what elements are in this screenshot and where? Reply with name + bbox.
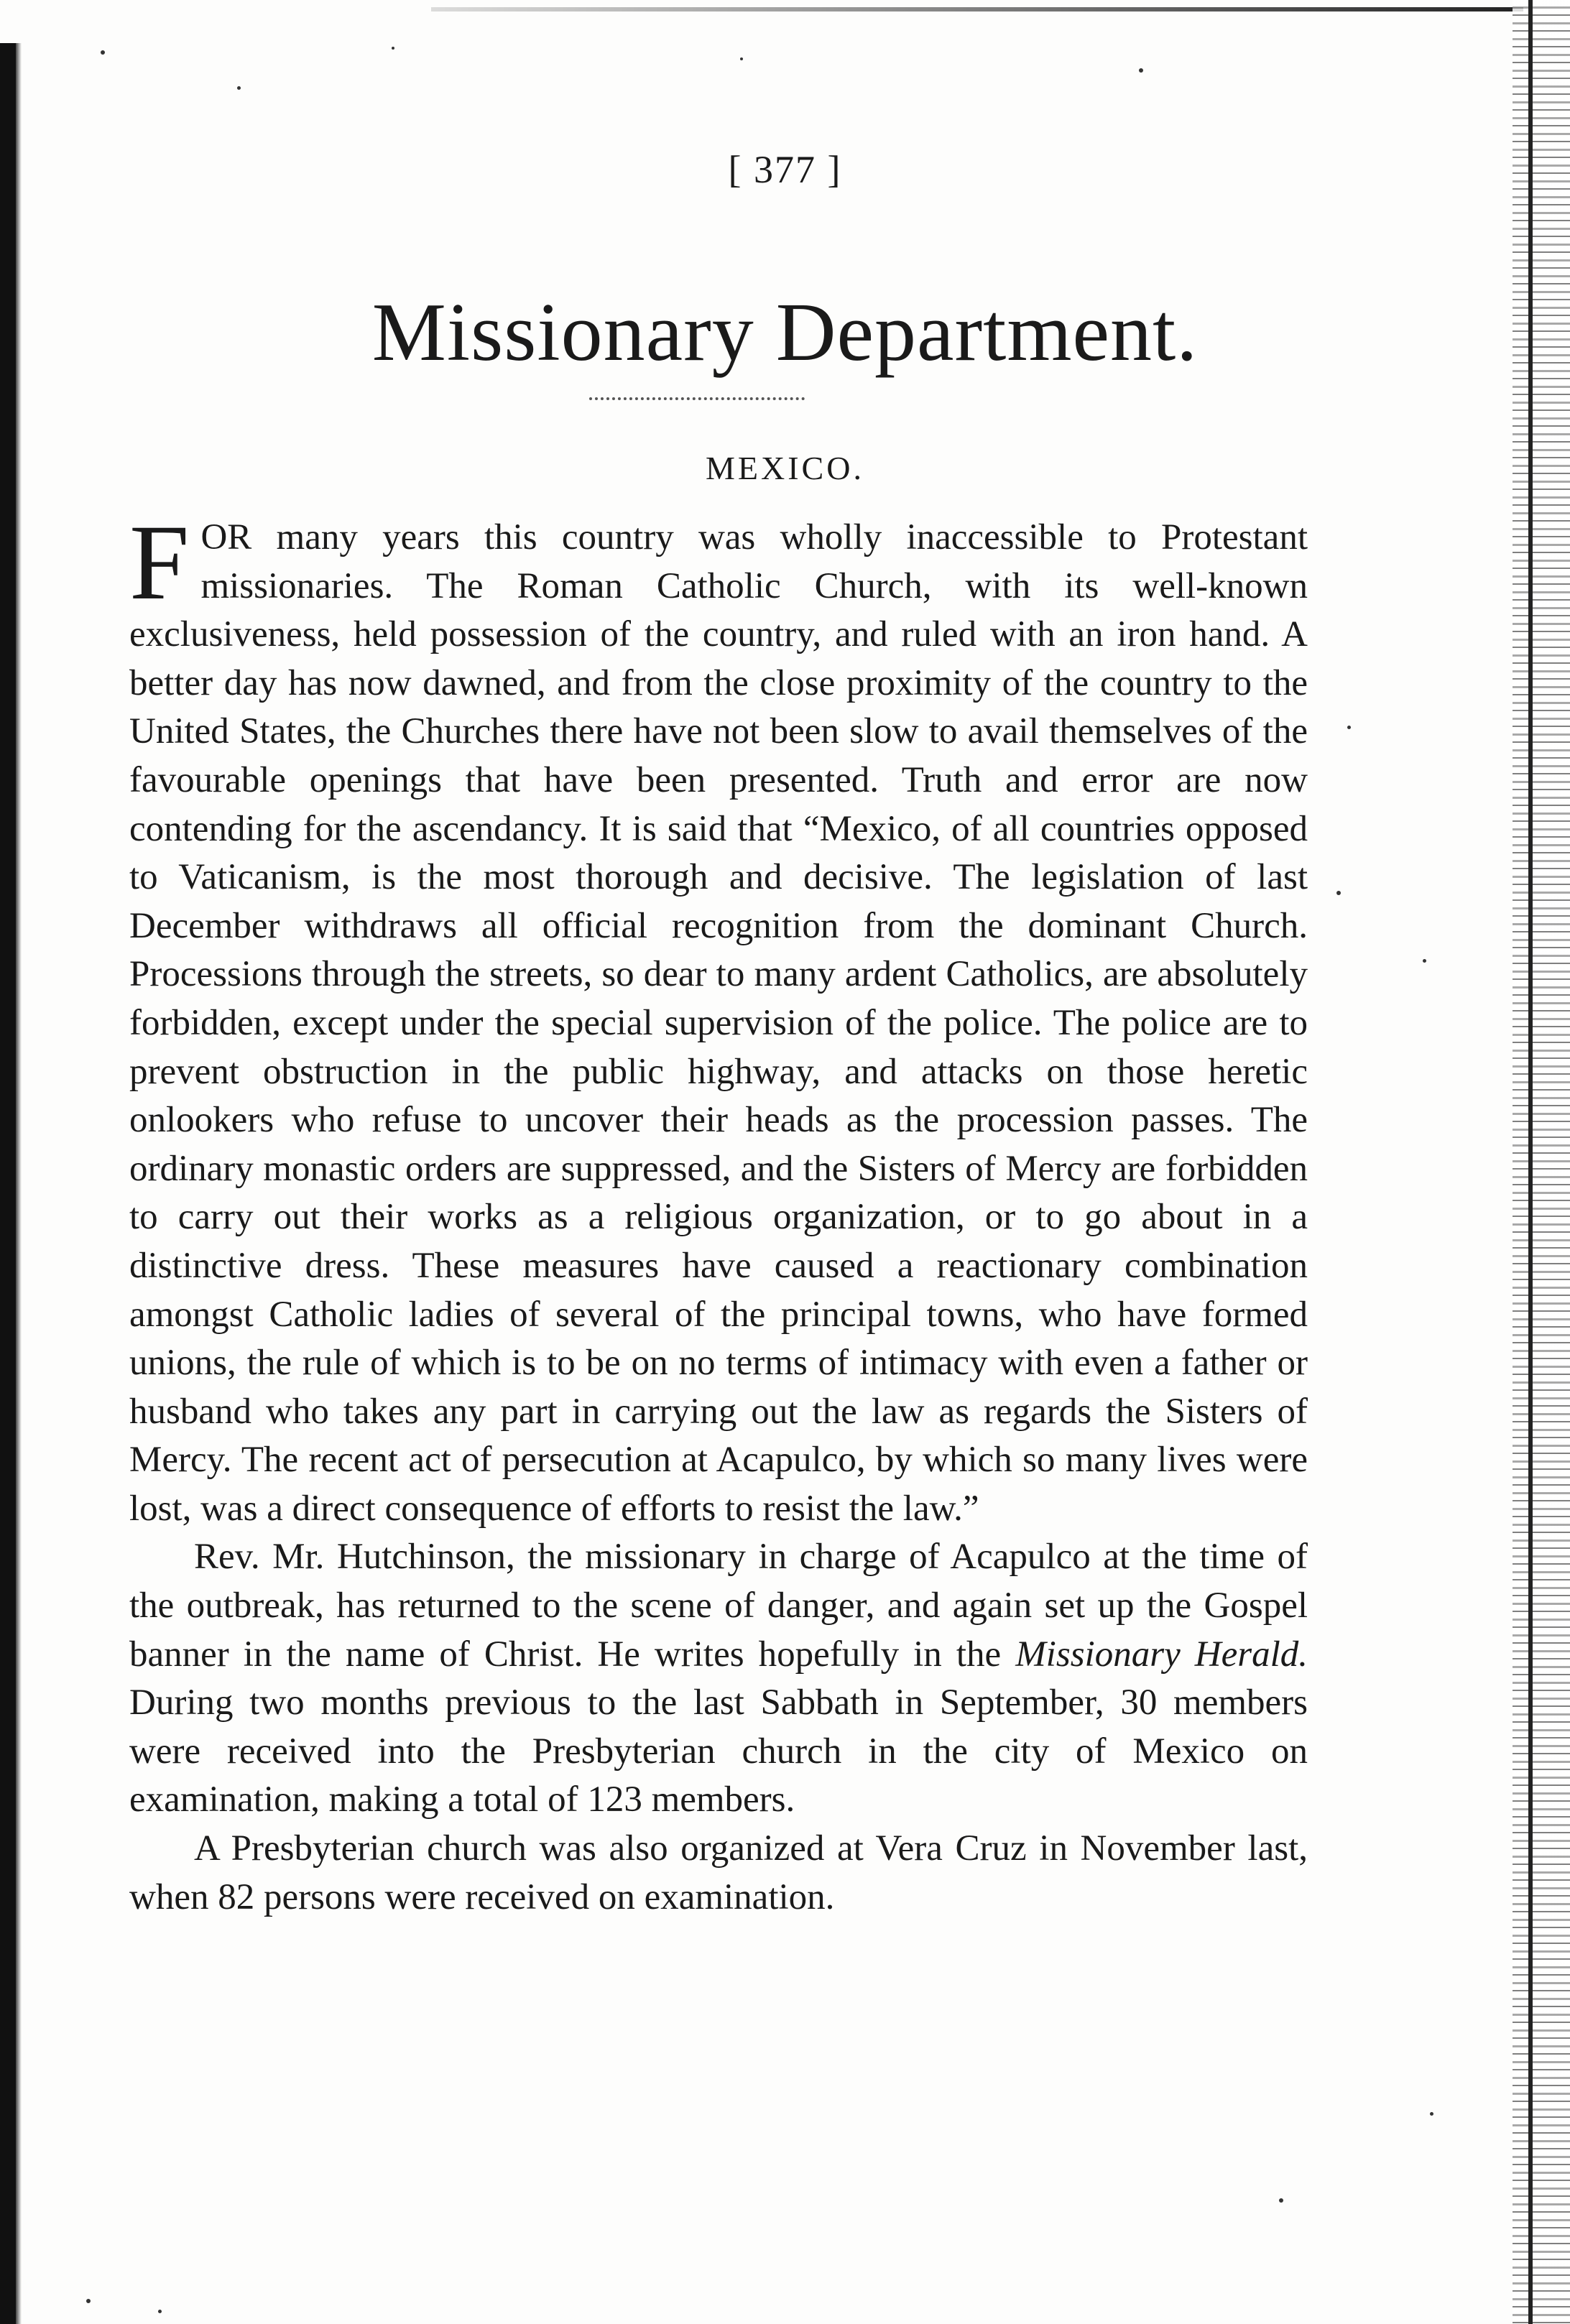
page-title: Missionary Department.: [371, 287, 1199, 379]
scan-speck: [1423, 959, 1426, 963]
section-heading: MEXICO.: [706, 450, 864, 486]
paragraph-1: [129, 503, 1308, 1533]
scan-speck: [237, 86, 241, 90]
paragraph-1-text: OR many years this country was wholly inaccessible to Protestant missionaries. The Roman Catholic Church, with its well-known exclusiveness, held possession of the country, and ruled with an iron hand. A better day has now dawned, and from the close proximity of the country to the United States, the Churches there have not been slow to avail themselves of the favourable openings that have been presented. Truth and error are now contending for the ascendancy. It is said that “Mexico, of all countries opposed to Vaticanism, is the most thorough and decisive. The legislation of last December withdraws all official recognition from the dominant Church. Processions through the streets, so dear to many ardent Catholics, are absolutely forbidden, except under the special supervision of the police. The police are to prevent obstruction in the public highway, and attacks on those heretic onlookers who refuse to uncover their heads as the procession passes. The ordinary monastic orders are suppressed, and the Sisters of Mercy are forbidden to carry out their works as a religious organization, or to go about in a distinctive dress. These measures have caused a reactionary combination amongst Catholic ladies of several of the principal towns, who have formed unions, the rule of which is to be on no terms of intimacy with even a father or husband who takes any part in carrying out the law as regards the Sisters of Mercy. The recent act of persecution at Acapulco, by which so many lives were lost, was a direct consequence of efforts to resist the law.”: [129, 517, 1308, 1529]
scan-speck: [158, 2310, 162, 2313]
paragraph-2-text-start: Rev. Mr. Hutchinson, the missionary in charge of Acapulco at the time of the outbreak, has returned to the scene of danger, and again set up the Gospel banner in the name of Christ. He writes hopefully in the: [129, 1537, 1308, 1675]
drop-cap: F: [129, 503, 190, 622]
scan-speck: [1139, 68, 1143, 73]
scan-speck: [101, 50, 105, 55]
paragraph-3-text: A Presbyterian church was also organized at Vera Cruz in November last, when 82 persons were received on examination.: [129, 1828, 1308, 1917]
scan-speck: [392, 47, 394, 50]
scan-speck: [86, 2299, 91, 2303]
scan-speck: [740, 57, 743, 60]
paragraph-2: [129, 1533, 1308, 1825]
page-number: [ 377 ]: [728, 148, 842, 191]
binding-edge: [0, 43, 16, 2324]
paragraph-3: [129, 1825, 1308, 1922]
periodical-title: Missionary Herald.: [1015, 1634, 1308, 1675]
paragraph-2-text-end: During two months previous to the last Sabbath in September, 30 members were received into the Presbyterian church in the city of Mexico on examination, making a total of 123 members.: [129, 1682, 1308, 1820]
scan-speck: [1430, 2112, 1433, 2116]
title-divider: [589, 397, 805, 400]
scan-speck: [1347, 726, 1351, 729]
top-page-border: [431, 7, 1523, 11]
article-body: [129, 503, 1308, 1922]
scan-speck: [1279, 2198, 1283, 2203]
scan-speck: [1336, 891, 1341, 895]
binding-shadow: [16, 43, 22, 2324]
